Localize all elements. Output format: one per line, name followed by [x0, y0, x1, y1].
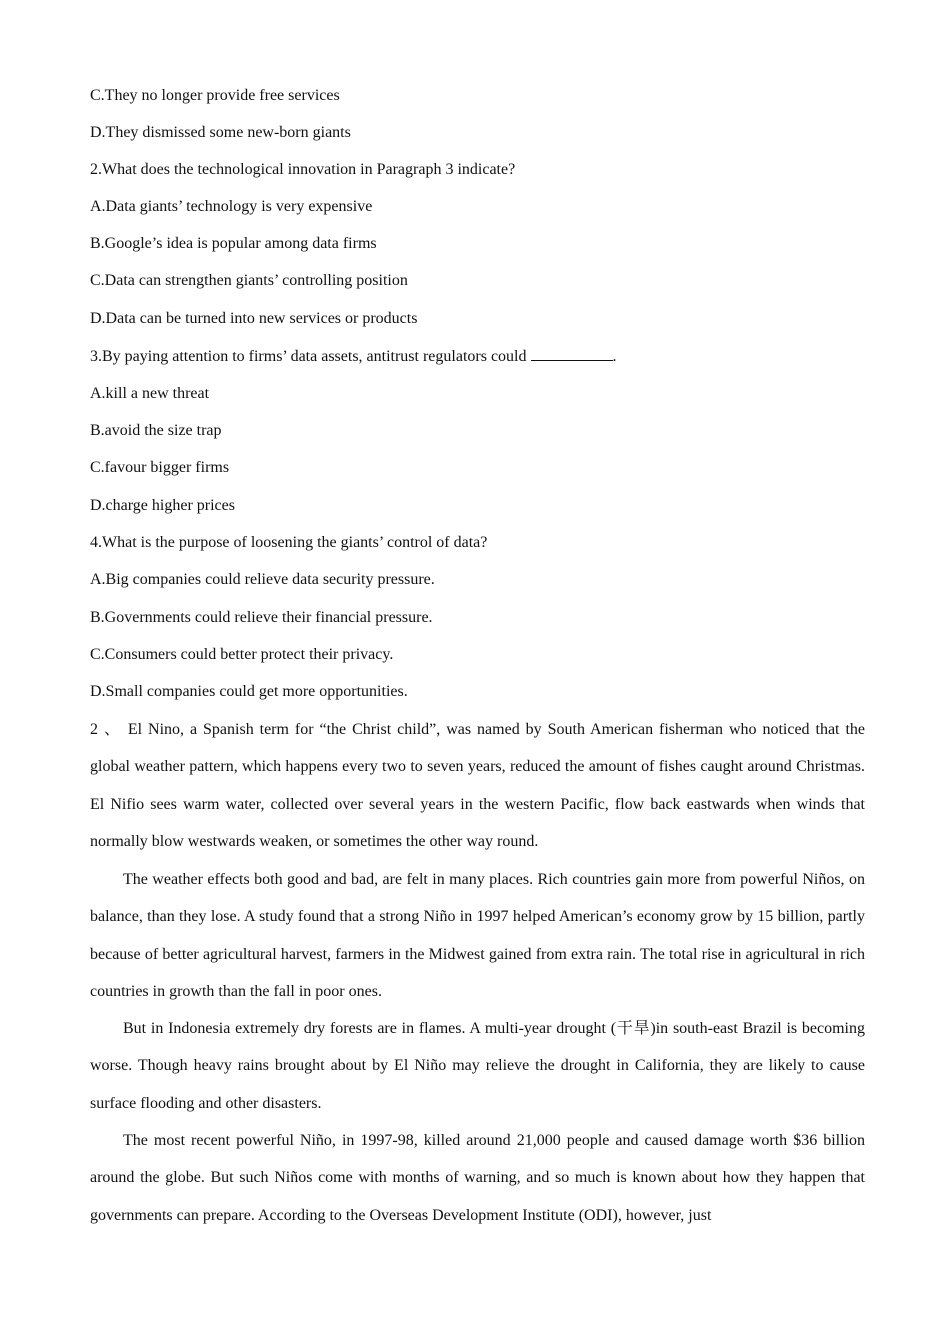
q4-option-a: A.Big companies could relieve data security pressure.: [90, 571, 435, 588]
q3-option-a: A.kill a new threat: [90, 385, 210, 402]
q3-stem-line: [90, 346, 617, 367]
q3-option-c: C.favour bigger firms: [90, 459, 230, 476]
q2-stem: 2.What does the technological innovation in Paragraph 3 indicate?: [90, 161, 516, 178]
q2-option-a: A.Data giants’ technology is very expensive: [90, 198, 373, 215]
passage2-paragraph-3: But in Indonesia extremely dry forests are in flames. A multi-year drought (干旱)in south-east Brazil is becoming worse. Though heavy rains brought about by El Niño may relieve the drought in California, they are likely to cause surface flooding and other disasters.: [90, 1020, 865, 1112]
q2-option-d: D.Data can be turned into new services or products: [90, 310, 418, 327]
passage2-paragraph-2: The weather effects both good and bad, are felt in many places. Rich countries gain more from powerful Niños, on balance, than they lose. A study found that a strong Niño in 1997 helped American’s economy grow by 15 billion, partly because of better agricultural harvest, farmers in the Midwest gained from extra rain. The total rise in agricultural in rich countries in growth than the fall in poor ones.: [90, 871, 865, 1000]
q3-stem: 3.By paying attention to firms’ data assets, antitrust regulators could: [90, 348, 527, 365]
q1-option-c: C.They no longer provide free services: [90, 87, 340, 104]
q4-option-c: C.Consumers could better protect their privacy.: [90, 646, 394, 663]
q4-option-d: D.Small companies could get more opportunities.: [90, 683, 408, 700]
q4-option-b: B.Governments could relieve their financial pressure.: [90, 609, 433, 626]
q3-option-d: D.charge higher prices: [90, 497, 235, 514]
q2-option-c: C.Data can strengthen giants’ controlling position: [90, 272, 408, 289]
q1-option-d: D.They dismissed some new-born giants: [90, 124, 351, 141]
q4-stem: 4.What is the purpose of loosening the giants’ control of data?: [90, 534, 488, 551]
answer-blank: [531, 346, 613, 361]
q3-option-b: B.avoid the size trap: [90, 422, 222, 439]
q3-stem-end: .: [612, 348, 617, 365]
q2-option-b: B.Google’s idea is popular among data firms: [90, 235, 377, 252]
passage2-paragraph-4: The most recent powerful Niño, in 1997-98, killed around 21,000 people and caused damage worth $36 billion around the globe. But such Niños come with months of warning, and so much is known about how they happen that governments can prepare. According to the Overseas Development Institute (ODI), however, just: [90, 1132, 865, 1224]
passage2-paragraph-1: 2 、 El Nino, a Spanish term for “the Christ child”, was named by South American fisherman who noticed that the global weather pattern, which happens every two to seven years, reduced the amount of fishes caught around Christmas. El Nifio sees warm water, collected over several years in the western Pacific, flow back eastwards when winds that normally blow westwards weaken, or sometimes the other way round.: [90, 721, 865, 850]
